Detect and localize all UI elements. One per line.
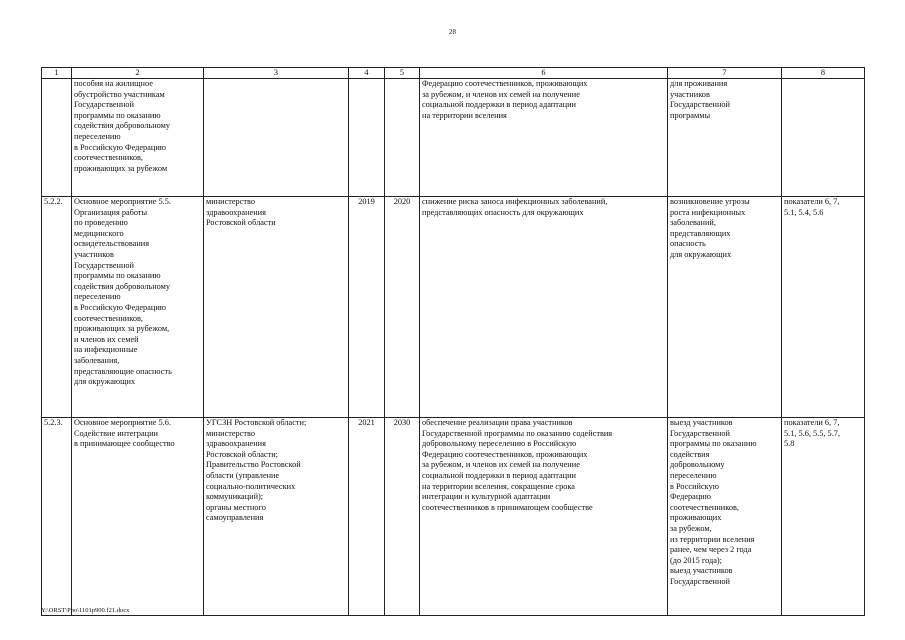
start-year-cell (349, 79, 385, 197)
executor-cell: министерство здравоохранения Ростовской области (204, 197, 349, 418)
measure-cell: Основное мероприятие 5.5. Организация работы по проведению медицинского освидетельствования участников Государственной программы по оказанию содействия добровольному переселению в Российскую Федерацию соотечественников, проживающих за рубежом, и членов их семей на инфекционные заболевания, представляющие опасность для окружающих (72, 197, 204, 418)
indicators-cell: показатели 6, 7, 5.1, 5.6, 5.5, 5.7, 5.8 (782, 418, 865, 616)
indicators-cell (782, 79, 865, 197)
column-header: 4 (349, 68, 385, 79)
row-number-cell: 5.2.2. (42, 197, 72, 418)
expected-result-cell: снижение риска заноса инфекционных заболеваний, представляющих опасность для окружающих (420, 197, 668, 418)
end-year-cell (385, 79, 420, 197)
row-number-cell: 5.2.3. (42, 418, 72, 616)
column-header: 3 (204, 68, 349, 79)
column-header: 7 (668, 68, 782, 79)
column-header: 8 (782, 68, 865, 79)
table-row (42, 79, 865, 197)
file-path-footer: Y:\ORST\Ppo\1101p900.f21.docx (41, 607, 130, 614)
program-measures-table (41, 67, 865, 616)
executor-cell (204, 79, 349, 197)
column-header: 2 (72, 68, 204, 79)
row-number-cell (42, 79, 72, 197)
page-number: 28 (449, 28, 456, 36)
consequences-cell: возникновение угрозы роста инфекционных заболеваний, представляющих опасность для окружающих (668, 197, 782, 418)
end-year-cell: 2020 (385, 197, 420, 418)
end-year-cell: 2030 (385, 418, 420, 616)
measure-cell: пособия на жилищное обустройство участникам Государственной программы по оказанию содействия добровольному переселению в Российскую Федерацию соотечественников, проживающих за рубежом (72, 79, 204, 197)
table-row (42, 418, 865, 616)
column-header: 5 (385, 68, 420, 79)
measure-cell: Основное мероприятие 5.6. Содействие интеграции в принимающее сообщество (72, 418, 204, 616)
consequences-cell: для проживания участников Государственной программы (668, 79, 782, 197)
column-number-row (42, 68, 865, 79)
executor-cell: УГСЗН Ростовской области; министерство здравоохранения Ростовской области; Правительство Ростовской области (управление социально-политических коммуникаций); органы местного самоуправления (204, 418, 349, 616)
consequences-cell: выезд участников Государственной программы по оказанию содействия добровольному переселению в Российскую Федерацию соотечественников, проживающих за рубежом, из территории вселения ранее, чем через 2 года (до 2015 года); выезд участников Государственной (668, 418, 782, 616)
indicators-cell: показатели 6, 7, 5.1, 5.4, 5.6 (782, 197, 865, 418)
start-year-cell: 2019 (349, 197, 385, 418)
column-header: 1 (42, 68, 72, 79)
start-year-cell: 2021 (349, 418, 385, 616)
table-row (42, 197, 865, 418)
column-header: 6 (420, 68, 668, 79)
expected-result-cell: Федерацию соотечественников, проживающих за рубежом, и членов их семей на получение социальной поддержки в период адаптации на территории вселения (420, 79, 668, 197)
expected-result-cell: обеспечение реализации права участников Государственной программы по оказанию содействия добровольному переселению в Российскую Федерацию соотечественников, проживающих за рубежом, и членов их семей на получение социальной поддержки в период адаптации на территории вселения, сокращение срока интеграции и культурной адаптации соотечественников в принимающем сообществе (420, 418, 668, 616)
